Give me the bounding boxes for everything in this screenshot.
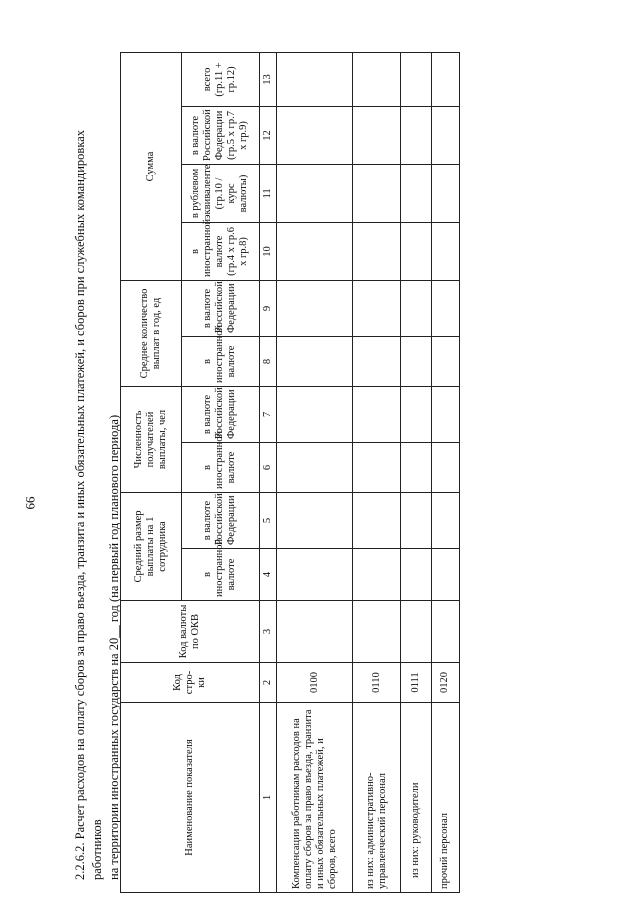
- col-num-11: 11: [260, 164, 277, 222]
- col-num-9: 9: [260, 280, 277, 336]
- cell-4[interactable]: [353, 549, 401, 601]
- table-row: [401, 52, 431, 892]
- cell-11[interactable]: [277, 164, 353, 222]
- cell-11[interactable]: [353, 164, 401, 222]
- page-number: 99: [23, 496, 38, 510]
- cell-8[interactable]: [353, 336, 401, 386]
- cell-3[interactable]: [401, 601, 431, 663]
- cell-12[interactable]: [431, 106, 459, 164]
- cell-12[interactable]: [277, 106, 353, 164]
- subheader-13: всего (гр.11 + гр.12): [181, 52, 259, 106]
- cell-9[interactable]: [277, 280, 353, 336]
- header-row-1: [121, 52, 182, 892]
- header-okv: Код валюты по ОКВ: [121, 601, 260, 663]
- row-code: 0100: [277, 663, 353, 703]
- section-heading: [72, 80, 123, 880]
- heading-line-1: 2.2.6.2. Расчет расходов на оплату сборов за право въезда, транзита и иных обязательных платежей, и сборов при служебных командировках работников: [73, 129, 104, 880]
- row-name: прочий персонал: [431, 703, 459, 893]
- col-num-2: 2: [260, 663, 277, 703]
- cell-11[interactable]: [401, 164, 431, 222]
- header-recipients: Численность получателей выплаты, чел: [121, 386, 182, 492]
- cell-8[interactable]: [431, 336, 459, 386]
- subheader-12: в валюте Российской Федерации (гр.5 х гр.7 х гр.9): [181, 106, 259, 164]
- cell-3[interactable]: [431, 601, 459, 663]
- subheader-5: в валюте Российской Федерации: [181, 493, 259, 549]
- cell-8[interactable]: [277, 336, 353, 386]
- cell-5[interactable]: [277, 493, 353, 549]
- col-num-6: 6: [260, 443, 277, 493]
- table-row: [353, 52, 401, 892]
- row-code: 0120: [431, 663, 459, 703]
- subheader-10: в иностранной валюте (гр.4 х гр.6 х гр.8): [181, 222, 259, 280]
- cell-10[interactable]: [277, 222, 353, 280]
- row-code: 0110: [353, 663, 401, 703]
- col-num-8: 8: [260, 336, 277, 386]
- calculation-table-wrapper: [120, 53, 460, 893]
- col-num-3: 3: [260, 601, 277, 663]
- cell-7[interactable]: [401, 386, 431, 442]
- cell-5[interactable]: [431, 493, 459, 549]
- cell-9[interactable]: [353, 280, 401, 336]
- col-num-4: 4: [260, 549, 277, 601]
- col-num-5: 5: [260, 493, 277, 549]
- cell-12[interactable]: [401, 106, 431, 164]
- subheader-11: в рублевом эквиваленте (гр.10 / курс валюты): [181, 164, 259, 222]
- cell-6[interactable]: [353, 443, 401, 493]
- col-num-7: 7: [260, 386, 277, 442]
- header-avg-size: Средний размер выплаты на 1 сотрудника: [121, 493, 182, 601]
- cell-5[interactable]: [401, 493, 431, 549]
- subheader-8: в иностранной валюте: [181, 336, 259, 386]
- row-name: из них: административно-управленческий персонал: [353, 703, 401, 893]
- cell-13[interactable]: [353, 52, 401, 106]
- row-name: Компенсации работникам расходов на оплату сборов за право въезда, транзита и иных обязательных платежей, и сборов, всего: [277, 703, 353, 893]
- header-name: Наименование показателя: [121, 703, 260, 893]
- cell-10[interactable]: [353, 222, 401, 280]
- subheader-6: в иностранной валюте: [181, 443, 259, 493]
- cell-7[interactable]: [353, 386, 401, 442]
- table-row: [431, 52, 459, 892]
- col-num-1: 1: [260, 703, 277, 893]
- row-name: из них: руководители: [401, 703, 431, 893]
- cell-6[interactable]: [277, 443, 353, 493]
- cell-12[interactable]: [353, 106, 401, 164]
- col-num-10: 10: [260, 222, 277, 280]
- calculation-table: [120, 52, 460, 893]
- cell-13[interactable]: [401, 52, 431, 106]
- col-num-12: 12: [260, 106, 277, 164]
- header-code: Код стро-ки: [121, 663, 260, 703]
- cell-5[interactable]: [353, 493, 401, 549]
- cell-9[interactable]: [431, 280, 459, 336]
- cell-4[interactable]: [431, 549, 459, 601]
- col-num-13: 13: [260, 52, 277, 106]
- header-avg-qty: Среднее количество выплат в год, ед: [121, 280, 182, 386]
- cell-13[interactable]: [431, 52, 459, 106]
- table-row: [277, 52, 353, 892]
- subheader-9: в валюте Российской Федерации: [181, 280, 259, 336]
- cell-9[interactable]: [401, 280, 431, 336]
- cell-3[interactable]: [277, 601, 353, 663]
- cell-8[interactable]: [401, 336, 431, 386]
- column-numbers-row: [260, 52, 277, 892]
- cell-3[interactable]: [353, 601, 401, 663]
- cell-10[interactable]: [431, 222, 459, 280]
- cell-6[interactable]: [431, 443, 459, 493]
- cell-7[interactable]: [431, 386, 459, 442]
- cell-13[interactable]: [277, 52, 353, 106]
- subheader-7: в валюте Российской Федерации: [181, 386, 259, 442]
- header-sum: Сумма: [121, 52, 182, 280]
- cell-11[interactable]: [431, 164, 459, 222]
- cell-6[interactable]: [401, 443, 431, 493]
- cell-10[interactable]: [401, 222, 431, 280]
- heading-line-2: на территории иностранных государств на 20__ год (на первый год планового периода): [107, 414, 121, 880]
- row-code: 0111: [401, 663, 431, 703]
- cell-4[interactable]: [401, 549, 431, 601]
- cell-7[interactable]: [277, 386, 353, 442]
- cell-4[interactable]: [277, 549, 353, 601]
- subheader-4: в иностранной валюте: [181, 549, 259, 601]
